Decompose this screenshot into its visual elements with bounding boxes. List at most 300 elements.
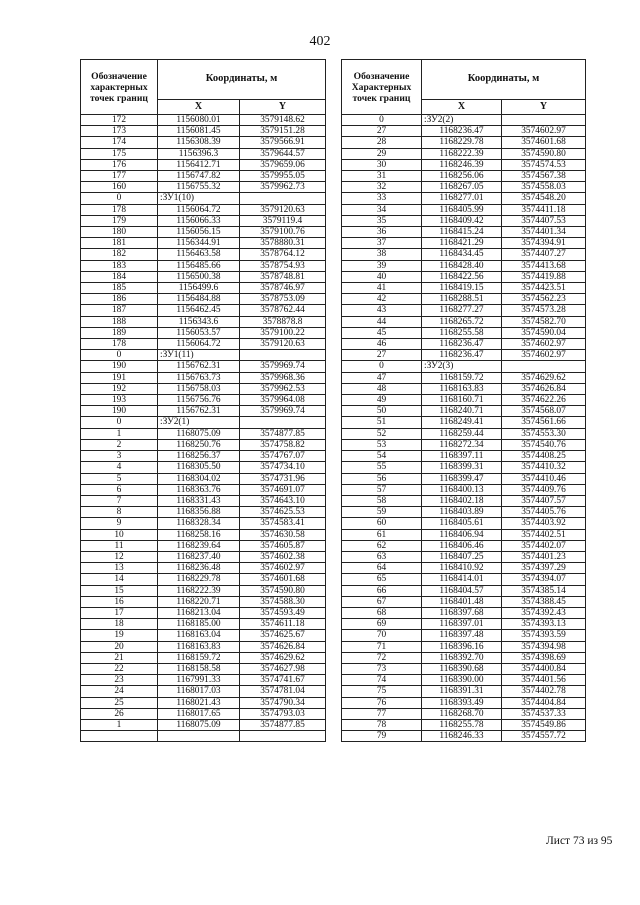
x-coordinate-cell: 1168256.06 (422, 171, 502, 182)
x-coordinate-cell: 1168304.02 (158, 473, 240, 484)
y-coordinate-cell: 3579100.76 (240, 227, 326, 238)
point-number-cell: 72 (342, 652, 422, 663)
point-number-cell: 8 (81, 507, 158, 518)
point-number-cell: 16 (81, 596, 158, 607)
x-coordinate-cell: 1156308.39 (158, 137, 240, 148)
y-coordinate-cell: 3574393.13 (502, 619, 586, 630)
y-coordinate-cell: 3574625.53 (240, 507, 326, 518)
y-coordinate-cell: 3574629.62 (502, 372, 586, 383)
point-number-cell: 76 (342, 697, 422, 708)
y-coordinate-cell: 3574588.30 (240, 596, 326, 607)
point-number-cell (81, 731, 158, 742)
point-number-cell: 1 (81, 428, 158, 439)
table-row (81, 731, 326, 742)
table-row (81, 238, 326, 249)
table-row (342, 204, 586, 215)
table-row (342, 462, 586, 473)
x-coordinate-cell: 1168331.43 (158, 495, 240, 506)
point-number-cell: 183 (81, 260, 158, 271)
point-number-cell: 46 (342, 339, 422, 350)
x-coordinate-cell: 1156344.91 (158, 238, 240, 249)
x-coordinate-cell: 1168277.01 (422, 193, 502, 204)
x-coordinate-cell: 1156343.6 (158, 316, 240, 327)
table-row (81, 518, 326, 529)
y-coordinate-cell: 3574734.10 (240, 462, 326, 473)
y-coordinate-cell: 3579566.91 (240, 137, 326, 148)
point-number-cell: 69 (342, 619, 422, 630)
point-number-cell: 9 (81, 518, 158, 529)
y-coordinate-cell: 3574397.29 (502, 563, 586, 574)
point-number-cell: 30 (342, 159, 422, 170)
point-number-cell: 186 (81, 294, 158, 305)
point-number-cell: 20 (81, 641, 158, 652)
x-coordinate-cell: 1168021.43 (158, 697, 240, 708)
x-coordinate-cell: 1168075.09 (158, 428, 240, 439)
y-coordinate-cell: 3574423.51 (502, 283, 586, 294)
table-row (342, 395, 586, 406)
x-coordinate-cell: 1168393.49 (422, 697, 502, 708)
y-coordinate-cell: 3574394.98 (502, 641, 586, 652)
x-coordinate-cell: 1168259.44 (422, 428, 502, 439)
y-coordinate-cell: 3578746.97 (240, 283, 326, 294)
table-row (81, 227, 326, 238)
x-coordinate-cell: 1156755.32 (158, 182, 240, 193)
y-coordinate-cell (502, 361, 586, 372)
x-coordinate-cell: 1168267.05 (422, 182, 502, 193)
table-row (342, 215, 586, 226)
point-number-cell: 71 (342, 641, 422, 652)
x-coordinate-cell: 1156053.57 (158, 327, 240, 338)
table-row (81, 339, 326, 350)
x-coordinate-cell: 1156056.15 (158, 227, 240, 238)
point-number-cell: 77 (342, 708, 422, 719)
point-number-cell: 0 (342, 361, 422, 372)
y-coordinate-cell: 3574394.91 (502, 238, 586, 249)
x-coordinate-cell: 1168397.48 (422, 630, 502, 641)
y-coordinate-cell: 3578754.93 (240, 260, 326, 271)
table-row (81, 551, 326, 562)
table-row (342, 596, 586, 607)
table-row (342, 260, 586, 271)
x-coordinate-cell: 1168185.00 (158, 619, 240, 630)
x-coordinate-cell: 1168390.00 (422, 675, 502, 686)
table-row (81, 249, 326, 260)
point-number-cell: 0 (81, 350, 158, 361)
table-row (342, 574, 586, 585)
y-coordinate-cell: 3574691.07 (240, 484, 326, 495)
y-coordinate-cell: 3574877.85 (240, 719, 326, 730)
point-number-cell: 176 (81, 159, 158, 170)
y-coordinate-cell: 3574402.78 (502, 686, 586, 697)
point-number-cell: 28 (342, 137, 422, 148)
y-coordinate-cell: 3574562.23 (502, 294, 586, 305)
y-coordinate-cell: 3574393.59 (502, 630, 586, 641)
x-coordinate-cell: 1168409.42 (422, 215, 502, 226)
y-coordinate-cell: 3574630.58 (240, 529, 326, 540)
table-row (342, 663, 586, 674)
table-row (81, 719, 326, 730)
point-number-cell: 24 (81, 686, 158, 697)
table-row (342, 529, 586, 540)
y-coordinate-cell: 3574401.34 (502, 227, 586, 238)
table-row (342, 126, 586, 137)
x-coordinate-cell: 1168163.83 (158, 641, 240, 652)
x-coordinate-cell: 1168158.58 (158, 663, 240, 674)
point-number-cell: 63 (342, 551, 422, 562)
table-row (81, 215, 326, 226)
x-coordinate-cell: 1156412.71 (158, 159, 240, 170)
table-body-right (342, 115, 586, 742)
point-number-cell: 55 (342, 462, 422, 473)
point-number-cell: 193 (81, 395, 158, 406)
table-row (342, 294, 586, 305)
x-coordinate-cell: 1168410.92 (422, 563, 502, 574)
y-coordinate-cell: 3574405.76 (502, 507, 586, 518)
y-coordinate-cell: 3574419.88 (502, 271, 586, 282)
y-coordinate-cell: 3579964.08 (240, 395, 326, 406)
x-coordinate-cell: 1168406.94 (422, 529, 502, 540)
y-coordinate-cell: 3579644.57 (240, 148, 326, 159)
y-coordinate-cell: 3574593.49 (240, 607, 326, 618)
point-number-cell: 18 (81, 619, 158, 630)
x-coordinate-cell: 1168397.01 (422, 619, 502, 630)
table-row (81, 204, 326, 215)
y-coordinate-cell: 3574407.27 (502, 249, 586, 260)
y-coordinate-cell: 3579968.36 (240, 372, 326, 383)
y-coordinate-cell: 3574553.30 (502, 428, 586, 439)
point-number-cell: 70 (342, 630, 422, 641)
point-number-cell: 61 (342, 529, 422, 540)
x-coordinate-cell: 1156081.45 (158, 126, 240, 137)
parcel-label-cell: :ЗУ1(11) (158, 350, 240, 361)
table-row (81, 630, 326, 641)
point-number-cell: 64 (342, 563, 422, 574)
x-coordinate-cell: 1168229.78 (422, 137, 502, 148)
point-number-cell: 178 (81, 339, 158, 350)
point-number-cell: 0 (81, 417, 158, 428)
table-row (342, 137, 586, 148)
point-number-cell: 42 (342, 294, 422, 305)
table-row (342, 417, 586, 428)
header-coordinates: Координаты, м (158, 60, 326, 100)
point-number-cell: 181 (81, 238, 158, 249)
point-number-cell: 25 (81, 697, 158, 708)
y-coordinate-cell: 3579100.22 (240, 327, 326, 338)
table-row (342, 619, 586, 630)
table-row (81, 193, 326, 204)
x-coordinate-cell: 1168405.99 (422, 204, 502, 215)
y-coordinate-cell: 3574561.66 (502, 417, 586, 428)
point-number-cell: 45 (342, 327, 422, 338)
x-coordinate-cell: 1168404.57 (422, 585, 502, 596)
y-coordinate-cell: 3574409.76 (502, 484, 586, 495)
point-number-cell: 17 (81, 607, 158, 618)
y-coordinate-cell: 3574403.92 (502, 518, 586, 529)
table-row (342, 652, 586, 663)
x-coordinate-cell: 1168236.47 (422, 126, 502, 137)
y-coordinate-cell: 3574611.18 (240, 619, 326, 630)
table-row (342, 283, 586, 294)
table-row (342, 115, 586, 126)
header-x: X (422, 100, 502, 115)
point-number-cell: 0 (342, 115, 422, 126)
point-number-cell: 27 (342, 350, 422, 361)
point-number-cell: 48 (342, 383, 422, 394)
y-coordinate-cell: 3574400.84 (502, 663, 586, 674)
point-number-cell: 54 (342, 451, 422, 462)
y-coordinate-cell: 3579148.62 (240, 115, 326, 126)
point-number-cell: 36 (342, 227, 422, 238)
table-row (81, 294, 326, 305)
point-number-cell: 175 (81, 148, 158, 159)
table-row (342, 406, 586, 417)
table-row (81, 697, 326, 708)
point-number-cell: 4 (81, 462, 158, 473)
table-row (81, 428, 326, 439)
point-number-cell: 67 (342, 596, 422, 607)
y-coordinate-cell: 3574602.97 (240, 563, 326, 574)
x-coordinate-cell: 1156064.72 (158, 204, 240, 215)
table-row (342, 607, 586, 618)
point-number-cell: 189 (81, 327, 158, 338)
y-coordinate-cell: 3574643.10 (240, 495, 326, 506)
table-row (81, 451, 326, 462)
x-coordinate-cell: 1168406.46 (422, 540, 502, 551)
point-number-cell: 34 (342, 204, 422, 215)
x-coordinate-cell: 1168236.48 (158, 563, 240, 574)
x-coordinate-cell: 1168328.34 (158, 518, 240, 529)
point-number-cell: 180 (81, 227, 158, 238)
x-coordinate-cell: 1156756.76 (158, 395, 240, 406)
y-coordinate-cell (502, 115, 586, 126)
point-number-cell: 0 (81, 193, 158, 204)
y-coordinate-cell: 3574557.72 (502, 731, 586, 742)
x-coordinate-cell: 1156762.31 (158, 361, 240, 372)
x-coordinate-cell: 1168163.04 (158, 630, 240, 641)
point-number-cell: 15 (81, 585, 158, 596)
x-coordinate-cell: 1168414.01 (422, 574, 502, 585)
x-coordinate-cell: 1168397.11 (422, 451, 502, 462)
y-coordinate-cell: 3574574.53 (502, 159, 586, 170)
point-number-cell: 1 (81, 719, 158, 730)
y-coordinate-cell: 3579962.73 (240, 182, 326, 193)
table-row (342, 159, 586, 170)
y-coordinate-cell: 3574401.56 (502, 675, 586, 686)
parcel-label-cell: :ЗУ1(10) (158, 193, 240, 204)
point-number-cell: 31 (342, 171, 422, 182)
point-number-cell: 190 (81, 361, 158, 372)
x-coordinate-cell: 1168265.72 (422, 316, 502, 327)
y-coordinate-cell: 3579120.63 (240, 339, 326, 350)
table-row (81, 462, 326, 473)
table-row (81, 507, 326, 518)
table-row (81, 574, 326, 585)
y-coordinate-cell: 3574793.03 (240, 708, 326, 719)
header-coordinates: Координаты, м (422, 60, 586, 100)
y-coordinate-cell: 3574877.85 (240, 428, 326, 439)
table-row (81, 439, 326, 450)
y-coordinate-cell: 3579969.74 (240, 361, 326, 372)
y-coordinate-cell: 3574411.18 (502, 204, 586, 215)
table-row (342, 641, 586, 652)
x-coordinate-cell: 1156500.38 (158, 271, 240, 282)
y-coordinate-cell: 3574385.14 (502, 585, 586, 596)
y-coordinate-cell: 3574582.70 (502, 316, 586, 327)
y-coordinate-cell: 3574626.84 (240, 641, 326, 652)
table-row (81, 652, 326, 663)
x-coordinate-cell: 1168159.72 (158, 652, 240, 663)
x-coordinate-cell: 1168399.31 (422, 462, 502, 473)
x-coordinate-cell: 1167991.33 (158, 675, 240, 686)
x-coordinate-cell: 1168400.13 (422, 484, 502, 495)
table-row (81, 663, 326, 674)
y-coordinate-cell: 3574413.68 (502, 260, 586, 271)
point-number-cell: 43 (342, 305, 422, 316)
table-row (342, 563, 586, 574)
point-number-cell: 44 (342, 316, 422, 327)
point-number-cell: 62 (342, 540, 422, 551)
table-row (81, 271, 326, 282)
point-number-cell: 58 (342, 495, 422, 506)
y-coordinate-cell: 3574407.53 (502, 215, 586, 226)
y-coordinate-cell: 3574602.97 (502, 350, 586, 361)
table-row (342, 686, 586, 697)
table-row (81, 641, 326, 652)
point-number-cell: 7 (81, 495, 158, 506)
y-coordinate-cell: 3574605.87 (240, 540, 326, 551)
table-row (342, 193, 586, 204)
y-coordinate-cell (240, 417, 326, 428)
y-coordinate-cell: 3574407.57 (502, 495, 586, 506)
table-row (81, 619, 326, 630)
y-coordinate-cell: 3574549.86 (502, 719, 586, 730)
table-row (81, 473, 326, 484)
point-number-cell: 184 (81, 271, 158, 282)
point-number-cell: 182 (81, 249, 158, 260)
point-number-cell: 177 (81, 171, 158, 182)
point-number-cell: 174 (81, 137, 158, 148)
point-number-cell: 39 (342, 260, 422, 271)
x-coordinate-cell: 1156484.88 (158, 294, 240, 305)
point-number-cell: 26 (81, 708, 158, 719)
header-point-designation: Обозначение Характерных точек границ (342, 60, 422, 115)
point-number-cell: 191 (81, 372, 158, 383)
point-number-cell: 192 (81, 383, 158, 394)
x-coordinate-cell: 1168399.47 (422, 473, 502, 484)
x-coordinate-cell: 1168288.51 (422, 294, 502, 305)
x-coordinate-cell: 1168222.39 (422, 148, 502, 159)
x-coordinate-cell: 1168236.47 (422, 339, 502, 350)
point-number-cell: 187 (81, 305, 158, 316)
y-coordinate-cell: 3574602.38 (240, 551, 326, 562)
y-coordinate-cell: 3579962.53 (240, 383, 326, 394)
table-row (81, 283, 326, 294)
x-coordinate-cell: 1168363.76 (158, 484, 240, 495)
point-number-cell: 3 (81, 451, 158, 462)
table-row (342, 495, 586, 506)
x-coordinate-cell: 1168356.88 (158, 507, 240, 518)
y-coordinate-cell: 3574540.76 (502, 439, 586, 450)
x-coordinate-cell: 1168428.40 (422, 260, 502, 271)
parcel-label-cell: :ЗУ2(2) (422, 115, 502, 126)
x-coordinate-cell: 1168246.39 (422, 159, 502, 170)
table-row (81, 350, 326, 361)
y-coordinate-cell: 3574590.04 (502, 327, 586, 338)
point-number-cell: 57 (342, 484, 422, 495)
table-row (81, 159, 326, 170)
x-coordinate-cell: 1156462.45 (158, 305, 240, 316)
point-number-cell: 49 (342, 395, 422, 406)
table-row (342, 428, 586, 439)
y-coordinate-cell: 3574741.67 (240, 675, 326, 686)
table-row (342, 675, 586, 686)
point-number-cell: 56 (342, 473, 422, 484)
header-x: X (158, 100, 240, 115)
table-row (81, 686, 326, 697)
point-number-cell: 29 (342, 148, 422, 159)
table-row (342, 451, 586, 462)
table-row (342, 249, 586, 260)
table-row (342, 507, 586, 518)
y-coordinate-cell: 3579969.74 (240, 406, 326, 417)
x-coordinate-cell: 1156396.3 (158, 148, 240, 159)
y-coordinate-cell: 3574602.97 (502, 126, 586, 137)
point-number-cell: 190 (81, 406, 158, 417)
y-coordinate-cell: 3574590.80 (502, 148, 586, 159)
y-coordinate-cell: 3574601.68 (240, 574, 326, 585)
y-coordinate-cell: 3574625.67 (240, 630, 326, 641)
y-coordinate-cell: 3574548.20 (502, 193, 586, 204)
table-row (81, 126, 326, 137)
point-number-cell: 160 (81, 182, 158, 193)
x-coordinate-cell: 1168272.34 (422, 439, 502, 450)
point-number-cell: 47 (342, 372, 422, 383)
x-coordinate-cell: 1168246.33 (422, 731, 502, 742)
parcel-label-cell: :ЗУ2(3) (422, 361, 502, 372)
point-number-cell: 172 (81, 115, 158, 126)
table-row (81, 495, 326, 506)
x-coordinate-cell: 1168229.78 (158, 574, 240, 585)
x-coordinate-cell: 1156758.03 (158, 383, 240, 394)
table-row (342, 148, 586, 159)
table-row (81, 327, 326, 338)
y-coordinate-cell: 3574767.07 (240, 451, 326, 462)
point-number-cell: 35 (342, 215, 422, 226)
x-coordinate-cell: 1168391.31 (422, 686, 502, 697)
x-coordinate-cell: 1168422.56 (422, 271, 502, 282)
table-row (81, 260, 326, 271)
table-row (81, 361, 326, 372)
point-number-cell: 37 (342, 238, 422, 249)
point-number-cell: 19 (81, 630, 158, 641)
x-coordinate-cell: 1168256.37 (158, 451, 240, 462)
table-row (342, 630, 586, 641)
y-coordinate-cell: 3578748.81 (240, 271, 326, 282)
table-row (81, 182, 326, 193)
point-number-cell: 65 (342, 574, 422, 585)
point-number-cell: 11 (81, 540, 158, 551)
y-coordinate-cell: 3579151.28 (240, 126, 326, 137)
y-coordinate-cell: 3574402.51 (502, 529, 586, 540)
point-number-cell: 10 (81, 529, 158, 540)
y-coordinate-cell: 3579119.4 (240, 215, 326, 226)
table-row (342, 719, 586, 730)
point-number-cell: 66 (342, 585, 422, 596)
table-row (342, 238, 586, 249)
y-coordinate-cell: 3574408.25 (502, 451, 586, 462)
x-coordinate-cell: 1168249.41 (422, 417, 502, 428)
table-row (81, 585, 326, 596)
